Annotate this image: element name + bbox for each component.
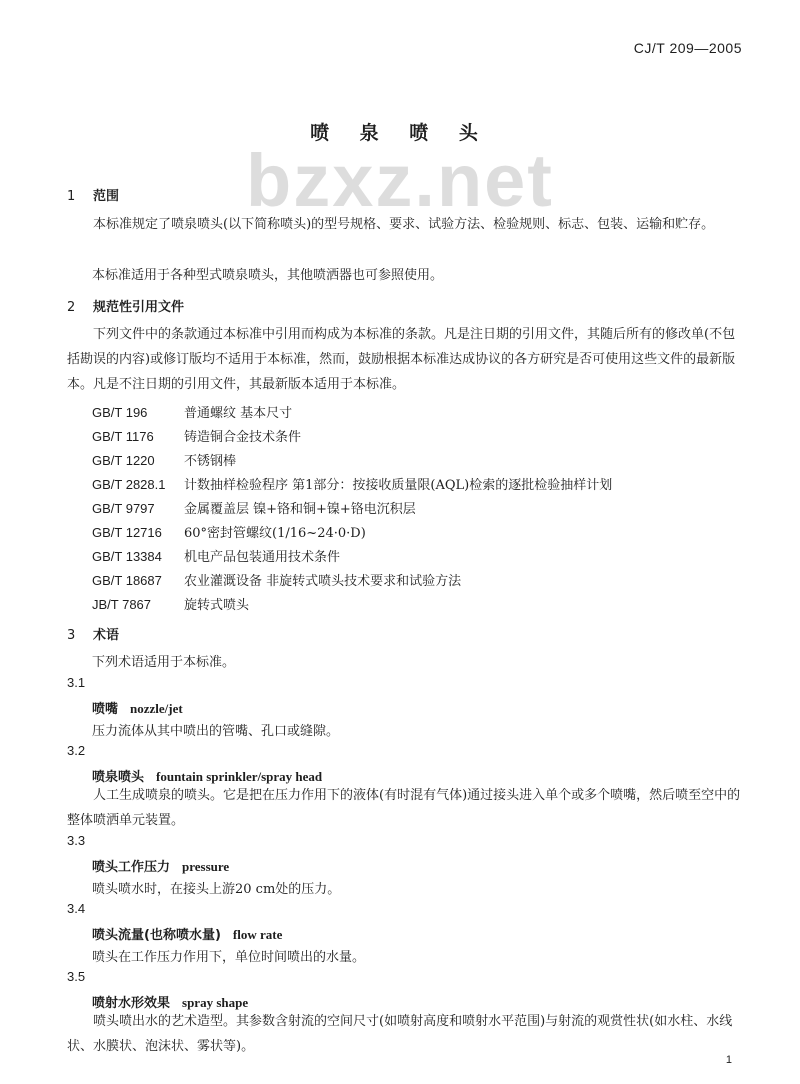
reference-item <box>92 570 461 589</box>
section-number: 1 <box>67 189 76 204</box>
term-zh: 喷头流量(也称喷水量) <box>92 928 221 943</box>
term-number: 3.5 <box>67 969 86 984</box>
reference-title: 60°密封管螺纹(1/16~24·0·D) <box>184 526 366 541</box>
term-definition: 人工生成喷泉的喷头。它是把在压力作用下的液体(有时混有气体)通过接头进入单个或多个喷嘴，然后喷至空中的整体喷洒单元装置。 <box>67 788 741 828</box>
term-number: 3.2 <box>67 743 86 758</box>
section-title: 术语 <box>93 628 120 643</box>
term-number: 3.1 <box>67 675 86 690</box>
page-number: 1 <box>725 1054 732 1066</box>
reference-title: 机电产品包装通用技术条件 <box>184 550 341 565</box>
section-title: 范围 <box>93 189 120 204</box>
reference-code: GB/T 196 <box>92 405 148 420</box>
reference-code: GB/T 13384 <box>92 549 162 564</box>
term-number: 3.3 <box>67 833 86 848</box>
section-2-heading <box>67 296 184 315</box>
reference-code: GB/T 2828.1 <box>92 477 166 492</box>
reference-item <box>92 450 236 469</box>
section-3-heading <box>67 624 119 643</box>
term-zh: 喷头工作压力 <box>92 860 171 875</box>
section-number: 2 <box>67 300 76 315</box>
document-title: 喷 泉 喷 头 <box>310 122 490 144</box>
reference-item <box>92 546 340 565</box>
reference-code: GB/T 12716 <box>92 525 162 540</box>
term-heading <box>92 924 282 943</box>
term-definition: 喷头喷水时，在接头上游20 cm处的压力。 <box>92 882 341 897</box>
term-heading <box>92 856 229 875</box>
reference-title: 铸造铜合金技术条件 <box>184 430 302 445</box>
section-1-paragraph-1: 本标准规定了喷泉喷头(以下简称喷头)的型号规格、要求、试验方法、检验规则、标志、包装、运输和贮存。 <box>93 217 715 232</box>
section-number: 3 <box>67 628 76 643</box>
term-zh: 喷嘴 <box>92 702 119 717</box>
reference-title: 农业灌溉设备 非旋转式喷头技术要求和试验方法 <box>184 574 462 589</box>
reference-item <box>92 522 366 541</box>
section-title: 规范性引用文件 <box>93 300 185 315</box>
reference-code: GB/T 1176 <box>92 429 154 444</box>
term-en: fountain sprinkler/spray head <box>156 769 323 784</box>
term-heading <box>92 698 183 717</box>
term-zh: 喷泉喷头 <box>92 770 145 785</box>
section-1-heading <box>67 185 119 204</box>
term-en: flow rate <box>232 927 283 942</box>
term-en: pressure <box>182 859 230 874</box>
reference-title: 不锈钢棒 <box>184 454 237 469</box>
term-number: 3.4 <box>67 901 86 916</box>
reference-code: GB/T 1220 <box>92 453 155 468</box>
reference-title: 普通螺纹 基本尺寸 <box>184 406 293 421</box>
term-definition: 压力流体从其中喷出的管嘴、孔口或缝隙。 <box>92 724 340 739</box>
reference-code: JB/T 7867 <box>92 597 152 612</box>
reference-item <box>92 402 292 421</box>
term-zh: 喷射水形效果 <box>92 996 171 1011</box>
reference-item <box>92 426 301 445</box>
section-1-paragraph-2: 本标准适用于各种型式喷泉喷头，其他喷洒器也可参照使用。 <box>92 268 444 283</box>
section-2-paragraph: 下列文件中的条款通过本标准中引用而构成为本标准的条款。凡是注日期的引用文件，其随后所有的修改单(不包括勘误的内容)或修订版均不适用于本标准，然而，鼓励根据本标准达成协议的各方研究是否可使用这些文件的最新版本。凡是不注日期的引用文件，其最新版本适用于本标准。 <box>67 327 736 392</box>
reference-title: 计数抽样检验程序 第1部分：按接收质量限(AQL)检索的逐批检验抽样计划 <box>184 478 613 493</box>
standard-code: CJ/T 209—2005 <box>633 40 742 56</box>
term-en: spray shape <box>182 995 249 1010</box>
reference-code: GB/T 18687 <box>92 573 162 588</box>
reference-title: 旋转式喷头 <box>184 598 250 613</box>
reference-item <box>92 594 249 613</box>
watermark: bzxz.net <box>246 139 554 222</box>
reference-item <box>92 474 612 493</box>
term-definition: 喷头喷出水的艺术造型。其参数含射流的空间尺寸(如喷射高度和喷射水平范围)与射流的观赏性状(如水柱、水线状、水膜状、泡沫状、雾状等)。 <box>67 1014 733 1054</box>
reference-title: 金属覆盖层 镍+铬和铜+镍+铬电沉积层 <box>184 502 416 517</box>
term-en: nozzle/jet <box>130 701 183 716</box>
term-definition: 喷头在工作压力作用下，单位时间喷出的水量。 <box>92 950 366 965</box>
section-3-intro: 下列术语适用于本标准。 <box>92 655 236 670</box>
reference-item <box>92 498 416 517</box>
reference-code: GB/T 9797 <box>92 501 155 516</box>
